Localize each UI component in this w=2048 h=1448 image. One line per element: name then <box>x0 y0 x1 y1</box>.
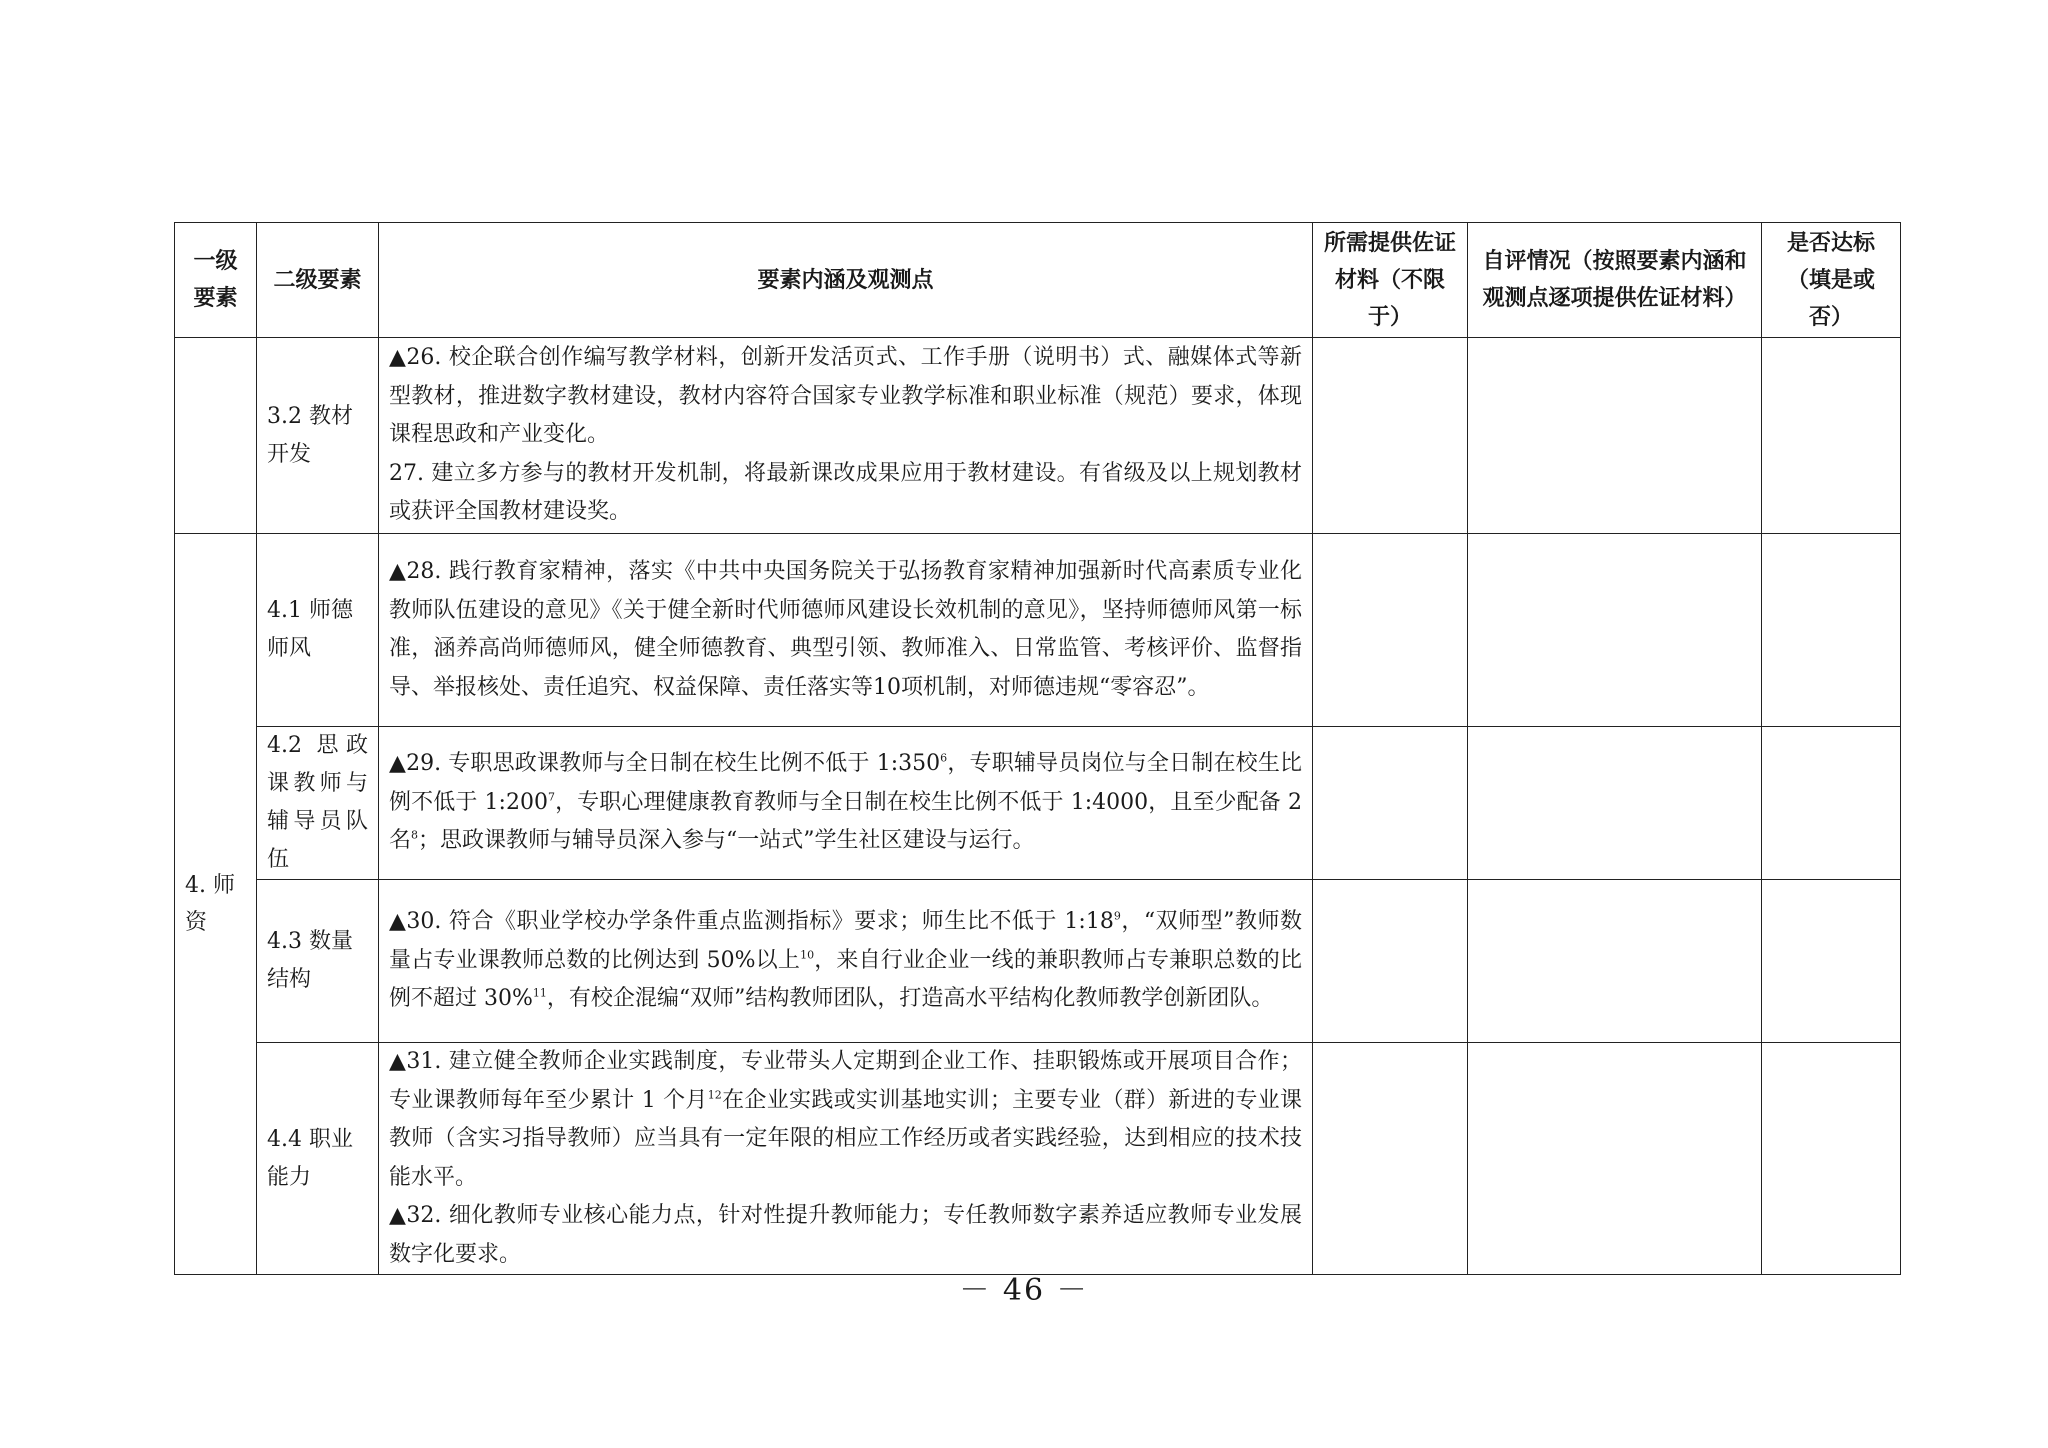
table-row <box>175 534 1901 727</box>
footnote-ref: 12 <box>707 1088 722 1102</box>
observation-item: 27. 建立多方参与的教材开发机制，将最新课改成果应用于教材建设。有省级及以上规划教材或获评全国教材建设奖。 <box>389 460 1302 525</box>
footnote-ref: 8 <box>411 828 419 842</box>
observation-item: ▲28. 践行教育家精神，落实《中共中央国务院关于弘扬教育家精神加强新时代高素质专业化教师队伍建设的意见》《关于健全新时代师德师风建设长效机制的意见》，坚持师德师风第一标准，涵养高尚师德师风，健全师德教育、典型引领、教师准入、日常监管、考核评价、监督指导、举报核处、责任追究、权益保障、责任落实等10项机制，对师德违规“零容忍”。 <box>389 559 1302 700</box>
table-row <box>175 727 1901 880</box>
level1-cell-empty <box>175 338 257 534</box>
level1-cell: 4. 师资 <box>175 534 257 1275</box>
footnote-ref: 7 <box>547 790 555 804</box>
header-evidence: 所需提供佐证材料（不限于） <box>1313 223 1468 338</box>
meets-standard-cell[interactable] <box>1762 338 1901 534</box>
evidence-cell[interactable] <box>1313 534 1468 727</box>
table-row <box>175 880 1901 1043</box>
self-eval-cell[interactable] <box>1468 727 1762 880</box>
footnote-ref: 11 <box>532 986 547 1000</box>
level2-cell: 4.3 数量结构 <box>257 880 379 1043</box>
evidence-cell[interactable] <box>1313 1043 1468 1275</box>
header-level2: 二级要素 <box>257 223 379 338</box>
meets-standard-cell[interactable] <box>1762 727 1901 880</box>
evidence-cell[interactable] <box>1313 727 1468 880</box>
level2-cell: 3.2 教材开发 <box>257 338 379 534</box>
footnote-ref: 9 <box>1113 909 1121 923</box>
self-eval-cell[interactable] <box>1468 534 1762 727</box>
header-level1: 一级要素 <box>175 223 257 338</box>
content-cell <box>379 1043 1313 1275</box>
observation-item: ▲32. 细化教师专业核心能力点，针对性提升教师能力；专任教师数字素养适应教师专业发展数字化要求。 <box>389 1203 1302 1267</box>
footnote-ref: 10 <box>800 948 815 962</box>
content-cell <box>379 727 1313 880</box>
evidence-cell[interactable] <box>1313 880 1468 1043</box>
self-eval-cell[interactable] <box>1468 1043 1762 1275</box>
self-eval-cell[interactable] <box>1468 338 1762 534</box>
observation-item: ▲31. 建立健全教师企业实践制度，专业带头人定期到企业工作、挂职锻炼或开展项目合作；专业课教师每年至少累计 1 个月$^{12}$在企业实践或实训基地实训；主要专业（群）新进的专业课教师（含实习指导教师）应当具有一定年限的相应工作经历或者实践经验，达到相应的技术技能水平。 <box>389 1049 1302 1190</box>
page-number: － 46 － <box>959 1273 1089 1308</box>
content-cell <box>379 880 1313 1043</box>
meets-standard-cell[interactable] <box>1762 880 1901 1043</box>
header-self-eval: 自评情况（按照要素内涵和观测点逐项提供佐证材料） <box>1468 223 1762 338</box>
evidence-cell[interactable] <box>1313 338 1468 534</box>
meets-standard-cell[interactable] <box>1762 534 1901 727</box>
evaluation-table <box>174 222 1901 1275</box>
level2-cell: 4.4 职业能力 <box>257 1043 379 1275</box>
table-row <box>175 1043 1901 1275</box>
content-cell <box>379 534 1313 727</box>
observation-item: ▲26. 校企联合创作编写教学材料，创新开发活页式、工作手册（说明书）式、融媒体式等新型教材，推进数字教材建设，教材内容符合国家专业教学标准和职业标准（规范）要求，体现课程思政和产业变化。 <box>389 345 1302 448</box>
level2-cell: 4.2 思政课教师与辅导员队伍 <box>257 727 379 880</box>
footnote-ref: 6 <box>940 751 948 765</box>
header-content: 要素内涵及观测点 <box>379 223 1313 338</box>
content-cell <box>379 338 1313 534</box>
table-row <box>175 338 1901 534</box>
observation-item: ▲30. 符合《职业学校办学条件重点监测指标》要求；师生比不低于 $1:18^9$，“双师型”教师数量占专业课教师总数的比例达到 50%以上$^{10}$，来自行业企业一线的兼职教师占专兼职总数的比例不超过 30%$^{11}$，有校企混编“双师”结构教师团队，打造高水平结构化教师教学创新团队。 <box>389 909 1302 1012</box>
level2-cell: 4.1 师德师风 <box>257 534 379 727</box>
meets-standard-cell[interactable] <box>1762 1043 1901 1275</box>
table-header-row <box>175 223 1901 338</box>
header-meets-standard: 是否达标（填是或否） <box>1762 223 1901 338</box>
self-eval-cell[interactable] <box>1468 880 1762 1043</box>
observation-item: ▲29. 专职思政课教师与全日制在校生比例不低于 $1:350^6$，专职辅导员岗位与全日制在校生比例不低于 $1:200^7$，专职心理健康教育教师与全日制在校生比例不低于 1:4000，且至少配备 2 名$^8$；思政课教师与辅导员深入参与“一站式”学生社区建设与运行。 <box>389 751 1302 854</box>
